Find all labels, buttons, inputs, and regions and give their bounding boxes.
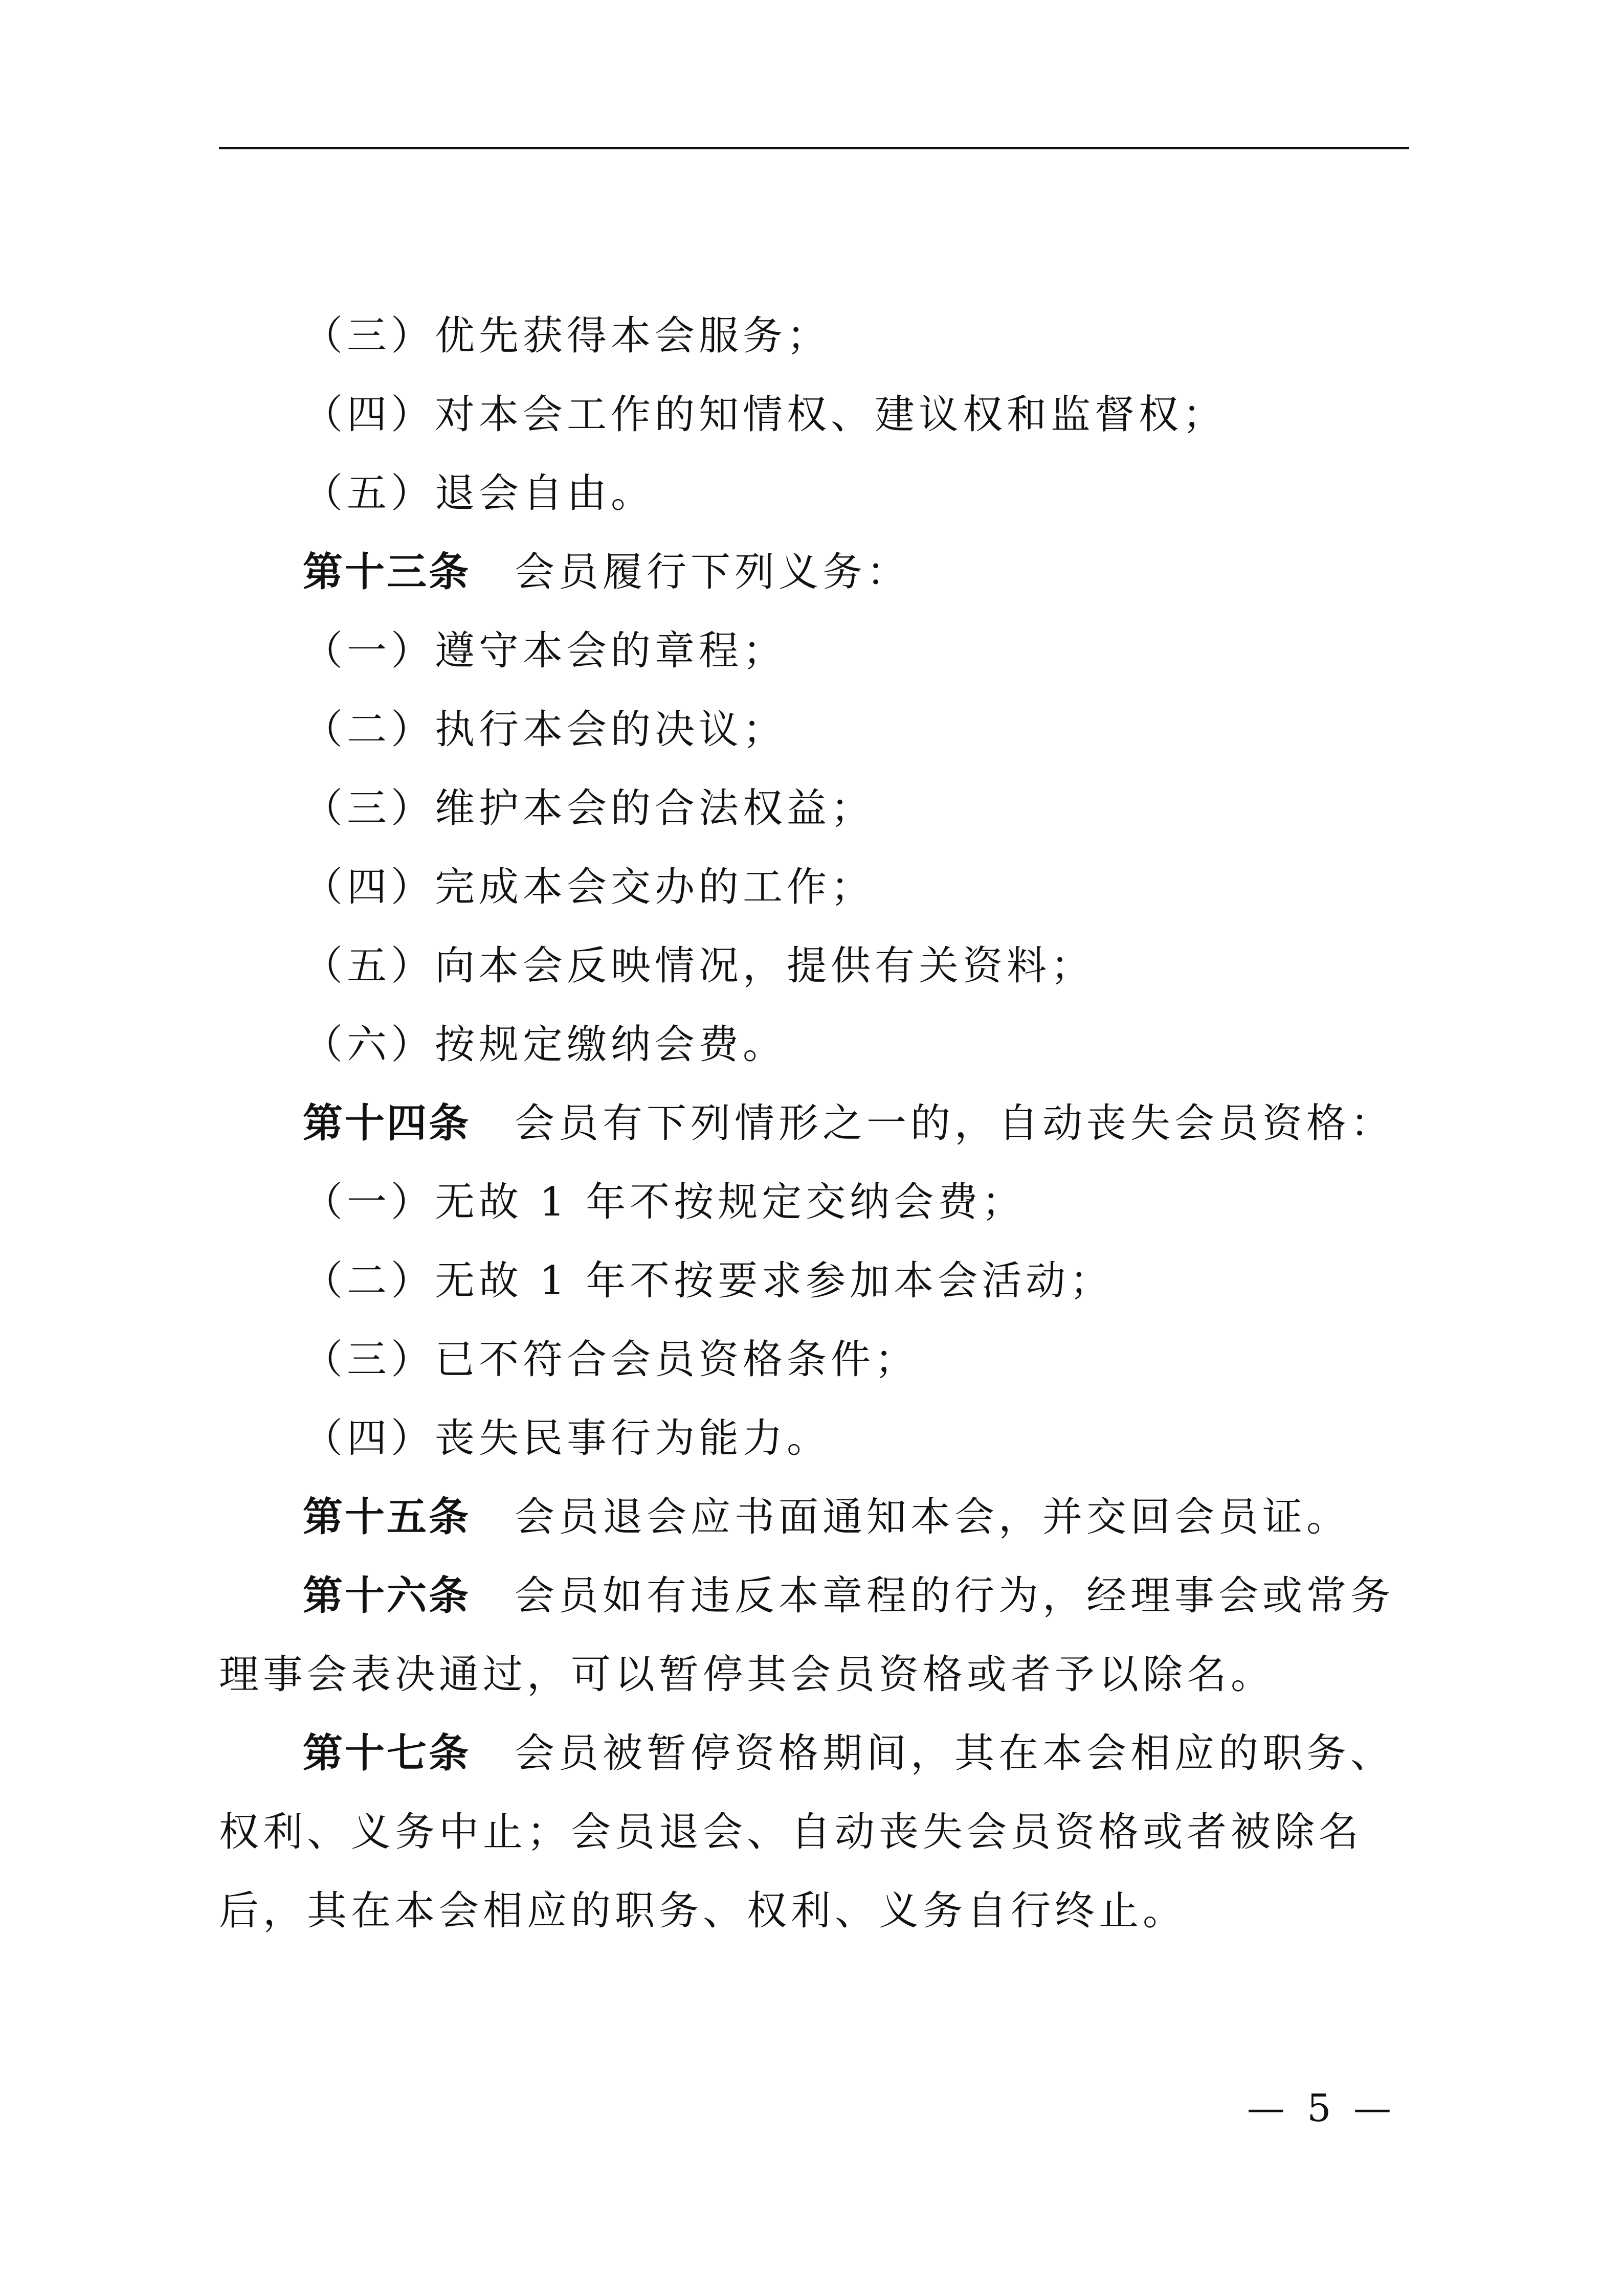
list-item: （四）对本会工作的知情权、建议权和监督权； (303, 392, 1227, 438)
article-heading: 第十七条 (303, 1730, 471, 1776)
article-text: 会员如有违反本章程的行为，经理事会或常务理事会表决通过，可以暂停其会员资格或者予以除名。 (219, 1573, 1395, 1698)
article-text: 会员被暂停资格期间，其在本会相应的职务、权利、义务中止；会员退会、自动丧失会员资格或者被除名后，其在本会相应的职务、权利、义务自行终止。 (219, 1730, 1395, 1934)
list-item: （三）已不符合会员资格条件； (303, 1337, 919, 1383)
list-item: （二）执行本会的决议； (303, 707, 787, 753)
list-item: （四）丧失民事行为能力。 (303, 1415, 831, 1461)
article-13 (219, 533, 1409, 612)
list-item: （五）向本会反映情况，提供有关资料； (303, 943, 1095, 989)
article-17 (219, 1714, 1409, 1950)
list-item: （一）遵守本会的章程； (303, 628, 787, 674)
list-item: （四）完成本会交办的工作； (303, 864, 875, 910)
article-text: 会员退会应书面通知本会，并交回会员证。 (515, 1494, 1351, 1540)
article-heading: 第十四条 (303, 1100, 471, 1146)
page-number: — 5 — (1247, 2086, 1396, 2130)
article-16 (219, 1557, 1409, 1714)
list-item: （六）按规定缴纳会费。 (303, 1022, 787, 1068)
document-body (219, 297, 1409, 1950)
article-text: 会员履行下列义务： (515, 549, 911, 595)
article-14 (219, 1084, 1409, 1163)
list-item: （二）无故 1 年不按要求参加本会活动； (303, 1258, 1114, 1304)
article-heading: 第十五条 (303, 1494, 471, 1540)
article-heading: 第十三条 (303, 549, 471, 595)
header-rule (219, 147, 1409, 149)
article-text: 会员有下列情形之一的，自动丧失会员资格： (515, 1100, 1395, 1146)
article-heading: 第十六条 (303, 1573, 471, 1619)
list-item: （三）优先获得本会服务； (303, 313, 831, 359)
list-item: （五）退会自由。 (303, 470, 655, 516)
list-item: （一）无故 1 年不按规定交纳会费； (303, 1179, 1026, 1225)
list-item: （三）维护本会的合法权益； (303, 785, 875, 831)
article-15 (219, 1478, 1409, 1557)
